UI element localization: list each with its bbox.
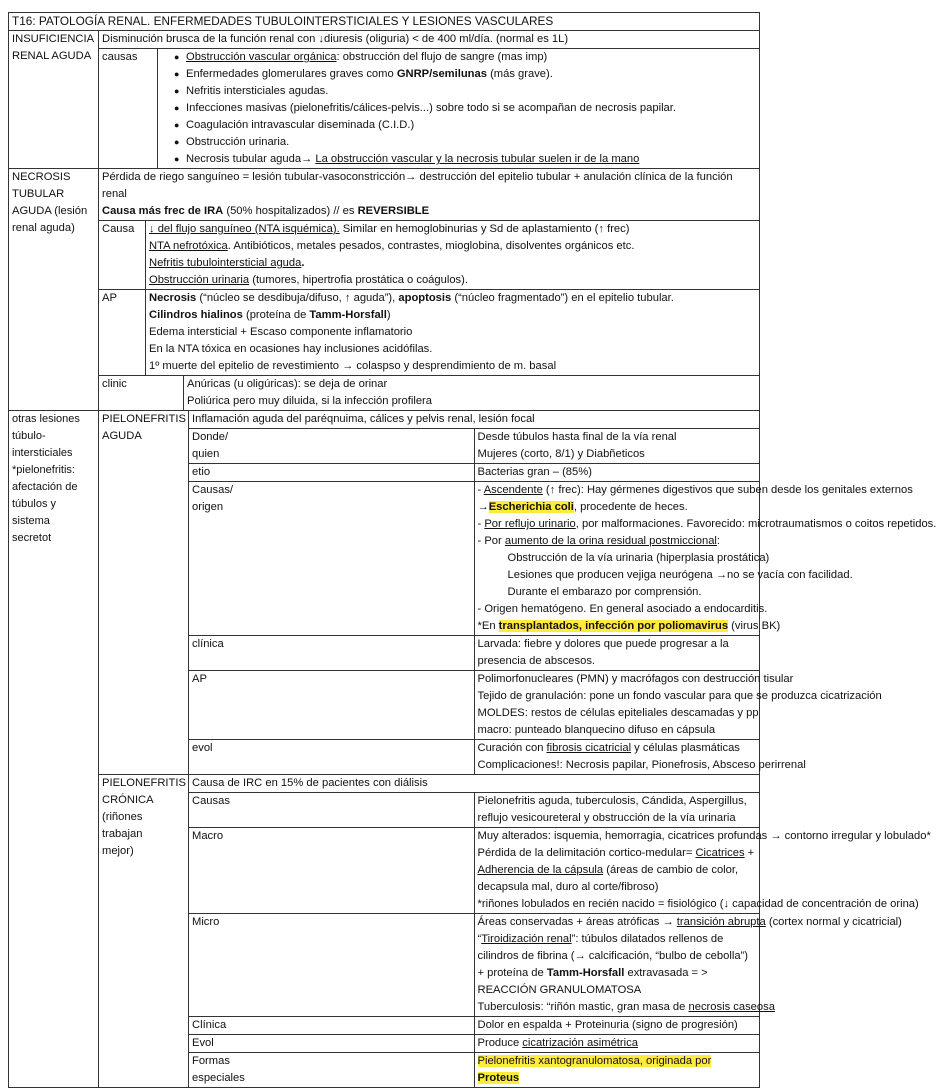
pc-formas-label: Formas especiales (189, 1053, 474, 1088)
nta-ap-label: AP (99, 290, 146, 375)
pc-clinica-label: Clínica (189, 1017, 474, 1035)
pa-evol-label: evol (189, 740, 474, 775)
pc-causas: Pielonefritis aguda, tuberculosis, Cándida, Aspergillus, reflujo vesicoureteral y obstrucción de la vía urinaria (474, 793, 759, 828)
nta-section (9, 169, 760, 221)
list-item: ● Coagulación intravascular diseminada (C.I.D.) (168, 117, 756, 134)
pc-micro: Áreas conservadas + áreas atróficas → transición abrupta (cortex normal y cicatricial) “Tiroidización renal”: túbulos dilatados rellenos de cilindros de fibrina (→ calcificación, “bulbo de cebolla”) + proteína de Tamm-Horsfall extravasada = > REACCIÓN GRANULOMATOSA Tuberculosis: “riñón mastic, gran masa de necrosis caseosa (474, 914, 759, 1017)
nta-causa-label: Causa (99, 221, 146, 289)
pc-evol-label: Evol (189, 1035, 474, 1053)
pa-ap: Polimorfonucleares (PMN) y macrófagos con destrucción tisular Tejido de granulación: pone un fondo vascular para que se produzca cicatrización MOLDES: restos de células epiteliales descamadas y pp macro: punteado blanquecino difuso en cápsula (474, 671, 759, 740)
pc-clinica: Dolor en espalda + Proteinuria (signo de progresión) (474, 1017, 759, 1035)
list-item: ● Nefritis intersticiales agudas. (168, 83, 756, 100)
nta-clinic-row (9, 376, 760, 411)
nta-ap-row (9, 290, 760, 376)
list-item: ● Obstrucción vascular orgánica: obstrucción del flujo de sangre (mas imp) (168, 49, 756, 66)
pc-causas-label: Causas (189, 793, 474, 828)
pa-causas-label: Causas/ origen (189, 482, 474, 636)
pa-clinica-label: clínica (189, 636, 474, 671)
pa-ap-label: AP (189, 671, 474, 740)
nta-causa-row (9, 221, 760, 290)
pc-intro: Causa de IRC en 15% de pacientes con diálisis (189, 775, 759, 793)
pc-macro: Muy alterados: isquemia, hemorragia, cicatrices profundas → contorno irregular y lobulado* Pérdida de la delimitación cortico-medular= Cicatrices + Adherencia de la cápsula (áreas de cambio de color, decapsula mal, duro al corte/fibroso) *riñones lobulados en recién nacido = fisiológico (↓ capacidad de concentración de orina) (474, 828, 759, 914)
pa-heading: PIELONEFRITIS AGUDA (99, 411, 189, 775)
title-row (9, 13, 760, 31)
pc-heading: PIELONEFRITIS CRÓNICA (riñones trabajan mejor) (99, 775, 189, 1088)
ira-causas-list (158, 49, 760, 168)
pa-etio: Bacterias gran – (85%) (474, 464, 759, 482)
pa-clinica: Larvada: fiebre y dolores que puede progresar a la presencia de abscesos. (474, 636, 759, 671)
list-item: ● Enfermedades glomerulares graves como GNRP/semilunas (más grave). (168, 66, 756, 83)
pc-formas: Pielonefritis xantogranulomatosa, originada por Proteus (474, 1053, 759, 1088)
pa-evol: Curación con fibrosis cicatricial y células plasmáticas Complicaciones!: Necrosis papilar, Pionefrosis, Absceso perirrenal (474, 740, 759, 775)
ira-causas-row (9, 49, 760, 169)
pa-etio-label: etio (189, 464, 474, 482)
pa-intro: Inflamación aguda del paréqnuima, cálices y pelvis renal, lesión focal (189, 411, 759, 429)
document-title: T16: PATOLOGÍA RENAL. ENFERMEDADES TUBULOINTERSTICIALES Y LESIONES VASCULARES (9, 13, 760, 31)
ira-heading: INSUFICIENCIA RENAL AGUDA (9, 31, 99, 169)
pa-donde-label: Donde/ quien (189, 429, 474, 464)
pc-macro-label: Macro (189, 828, 474, 914)
ira-section (9, 31, 760, 49)
ira-causas-label: causas (99, 49, 158, 168)
summary-table (8, 12, 936, 1088)
otras-heading: otras lesiones túbulo- intersticiales *pielonefritis: afectación de túbulos y sistema secretot (9, 411, 99, 1088)
ira-definition: Disminución brusca de la función renal con ↓diuresis (oliguria) < de 400 ml/día. (normal es 1L) (99, 31, 760, 49)
pc-micro-label: Micro (189, 914, 474, 1017)
pa-donde: Desde túbulos hasta final de la vía renal Mujeres (corto, 8/1) y Diabñeticos (474, 429, 759, 464)
pa-causas: - Ascendente (↑ frec): Hay gérmenes digestivos que suben desde los genitales externos →Escherichia coli, procedente de heces. - Por reflujo urinario, por malformaciones. Favorecido: microtraumatismos o coitos repetidos. - Por aumento de la orina residual postmiccional: Obstrucción de la vía urinaria (hiperplasia prostática) Lesiones que producen vejiga neurógena →no se vacía con facilidad. Durante el embarazo por comprensión. - Origen hematógeno. En general asociado a endocarditis. *En transplantados, infección por poliomavirus (virus BK) (474, 482, 759, 636)
nta-clinic-list: Anúricas (u oligúricas): se deja de orinar Poliúrica pero muy diluida, si la infección profilera (187, 378, 432, 407)
nta-causa-list: ↓ del flujo sanguíneo (NTA isquémica). Similar en hemoglobinurias y Sd de aplastamiento (↑ frec) NTA nefrotóxica. Antibióticos, metales pesados, contrastes, mioglobina, disolventes orgánicos etc. Nefritis tubulointersticial aguda. Obstrucción urinaria (tumores, hipertrofia prostática o coágulos). (149, 223, 635, 286)
pc-evol: Produce cicatrización asimétrica (474, 1035, 759, 1053)
nta-intro: Pérdida de riego sanguíneo = lesión tubular-vasoconstricción→ destrucción del epitelio tubular + anulación clínica de la función renal Causa más frec de IRA (50% hospitalizados) // es REVERSIBLE (99, 169, 760, 221)
pc-section (9, 775, 760, 1088)
nta-heading: NECROSIS TUBULAR AGUDA (lesión renal aguda) (9, 169, 99, 411)
otras-section (9, 411, 760, 775)
list-item: ● Necrosis tubular aguda→ La obstrucción vascular y la necrosis tubular suelen ir de la mano (168, 151, 756, 168)
nta-clinic-label: clinic (99, 376, 184, 410)
nta-ap-list: Necrosis (“núcleo se desdibuja/difuso, ↑ aguda”), apoptosis (“núcleo fragmentado”) en el epitelio tubular. Cilindros hialinos (proteína de Tamm-Horsfall) Edema intersticial + Escaso componente inflamatorio En la NTA tóxica en ocasiones hay inclusiones acidófilas. 1º muerte del epitelio de revestimiento → colaspso y desprendimiento de m. basal (149, 292, 674, 372)
list-item: ● Obstrucción urinaria. (168, 134, 756, 151)
list-item: ● Infecciones masivas (pielonefritis/cálices-pelvis...) sobre todo si se acompañan de necrosis papilar. (168, 100, 756, 117)
